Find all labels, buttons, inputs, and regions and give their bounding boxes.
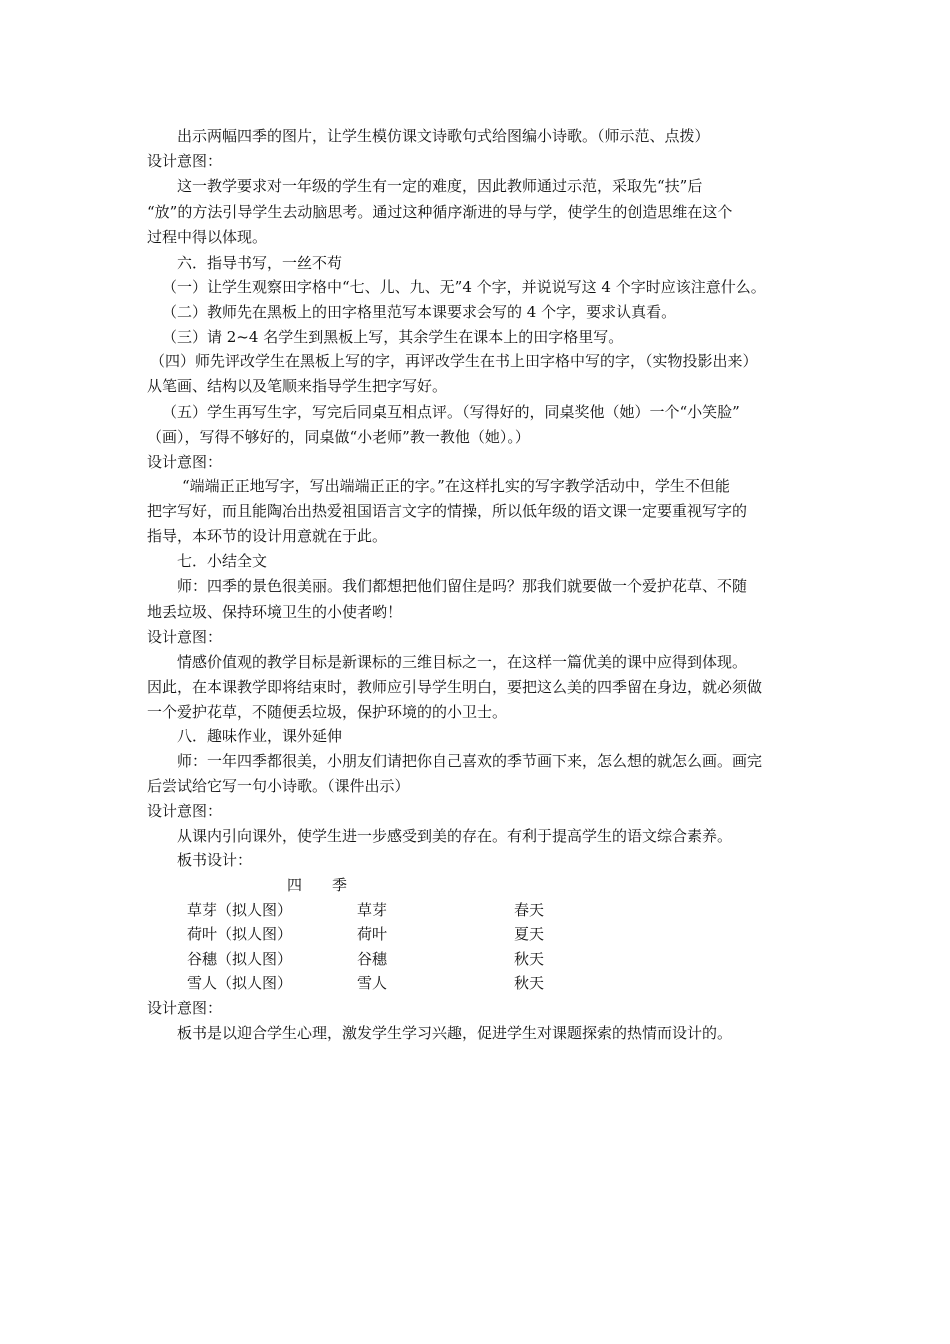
paragraph-line: 把字写好，而且能陶冶出热爱祖国语言文字的情操，所以低年级的语文课一定要重视写字的	[147, 502, 748, 520]
paragraph-line: 出示两幅四季的图片，让学生模仿课文诗歌句式给图编小诗歌。（师示范、点拨）	[177, 127, 710, 145]
design-intent-heading: 设计意图：	[147, 152, 223, 170]
paragraph-line: （画），写得不够好的，同桌做“小老师”教一教他（她）。）	[147, 428, 530, 446]
board-cell-season: 秋天	[514, 950, 545, 968]
paragraph-line: 指导，本环节的设计用意就在于此。	[147, 527, 388, 545]
step-line: （四）师先评改学生在黑板上写的字，再评改学生在书上田字格中写的字，（实物投影出来）	[150, 352, 758, 370]
paragraph-line: “端端正正地写字，写出端端正正的字。”在这样扎实的写字教学活动中，学生不但能	[182, 477, 730, 495]
board-cell-image: 谷穗（拟人图）	[187, 950, 293, 968]
board-cell-image: 荷叶（拟人图）	[187, 925, 293, 943]
paragraph-line: 情感价值观的教学目标是新课标的三维目标之一，在这样一篇优美的课中应得到体现。	[177, 653, 748, 671]
section-heading-8: 八．趣味作业，课外延伸	[177, 727, 343, 745]
design-intent-heading: 设计意图：	[147, 453, 223, 471]
board-cell-word: 雪人	[357, 974, 388, 992]
board-cell-word: 草芽	[357, 901, 388, 919]
section-heading-7: 七．小结全文	[177, 552, 268, 570]
paragraph-line: 从课内引向课外，使学生进一步感受到美的存在。有利于提高学生的语文综合素养。	[177, 827, 733, 845]
design-intent-heading: 设计意图：	[147, 628, 223, 646]
section-heading-6: 六．指导书写，一丝不苟	[177, 254, 343, 272]
paragraph-line: 过程中得以体现。	[147, 228, 268, 246]
design-intent-heading: 设计意图：	[147, 999, 223, 1017]
board-cell-season: 秋天	[514, 974, 545, 992]
board-cell-image: 雪人（拟人图）	[187, 974, 293, 992]
board-cell-word: 荷叶	[357, 925, 388, 943]
board-cell-season: 夏天	[514, 925, 545, 943]
paragraph-line: 这一教学要求对一年级的学生有一定的难度，因此教师通过示范，采取先“扶”后	[177, 177, 703, 195]
paragraph-line: 地丢垃圾、保持环境卫生的小使者哟！	[147, 603, 403, 621]
paragraph-line: 从笔画、结构以及笔顺来指导学生把字写好。	[147, 377, 448, 395]
step-line: （三）请 2~4 名学生到黑板上写，其余学生在课本上的田字格里写。	[162, 328, 624, 346]
paragraph-line: 板书是以迎合学生心理，激发学生学习兴趣，促进学生对课题探索的热情而设计的。	[177, 1024, 733, 1042]
paragraph-line: 师：一年四季都很美，小朋友们请把你自己喜欢的季节画下来，怎么想的就怎么画。画完	[177, 752, 763, 770]
paragraph-line: 因此，在本课教学即将结束时，教师应引导学生明白，要把这么美的四季留在身边，就必须做	[147, 678, 763, 696]
board-cell-season: 春天	[514, 901, 545, 919]
board-title: 四 季	[287, 876, 348, 894]
step-line: （五）学生再写生字，写完后同桌互相点评。（写得好的，同桌奖他（她）一个“小笑脸”	[162, 403, 740, 421]
design-intent-heading: 设计意图：	[147, 802, 223, 820]
board-design-heading: 板书设计：	[177, 851, 253, 869]
step-line: （一）让学生观察田字格中“七、儿、九、无”4 个字，并说说写这 4 个字时应该注意什么。	[162, 278, 766, 296]
paragraph-line: 后尝试给它写一句小诗歌。（课件出示）	[147, 777, 410, 795]
board-cell-word: 谷穗	[357, 950, 388, 968]
paragraph-line: 一个爱护花草，不随便丢垃圾，保护环境的的小卫士。	[147, 703, 508, 721]
paragraph-line: 师：四季的景色很美丽。我们都想把他们留住是吗？那我们就要做一个爱护花草、不随	[177, 577, 748, 595]
step-line: （二）教师先在黑板上的田字格里范写本课要求会写的 4 个字，要求认真看。	[162, 303, 677, 321]
paragraph-line: “放”的方法引导学生去动脑思考。通过这种循序渐进的导与学，使学生的创造思维在这个	[147, 203, 733, 221]
board-cell-image: 草芽（拟人图）	[187, 901, 293, 919]
